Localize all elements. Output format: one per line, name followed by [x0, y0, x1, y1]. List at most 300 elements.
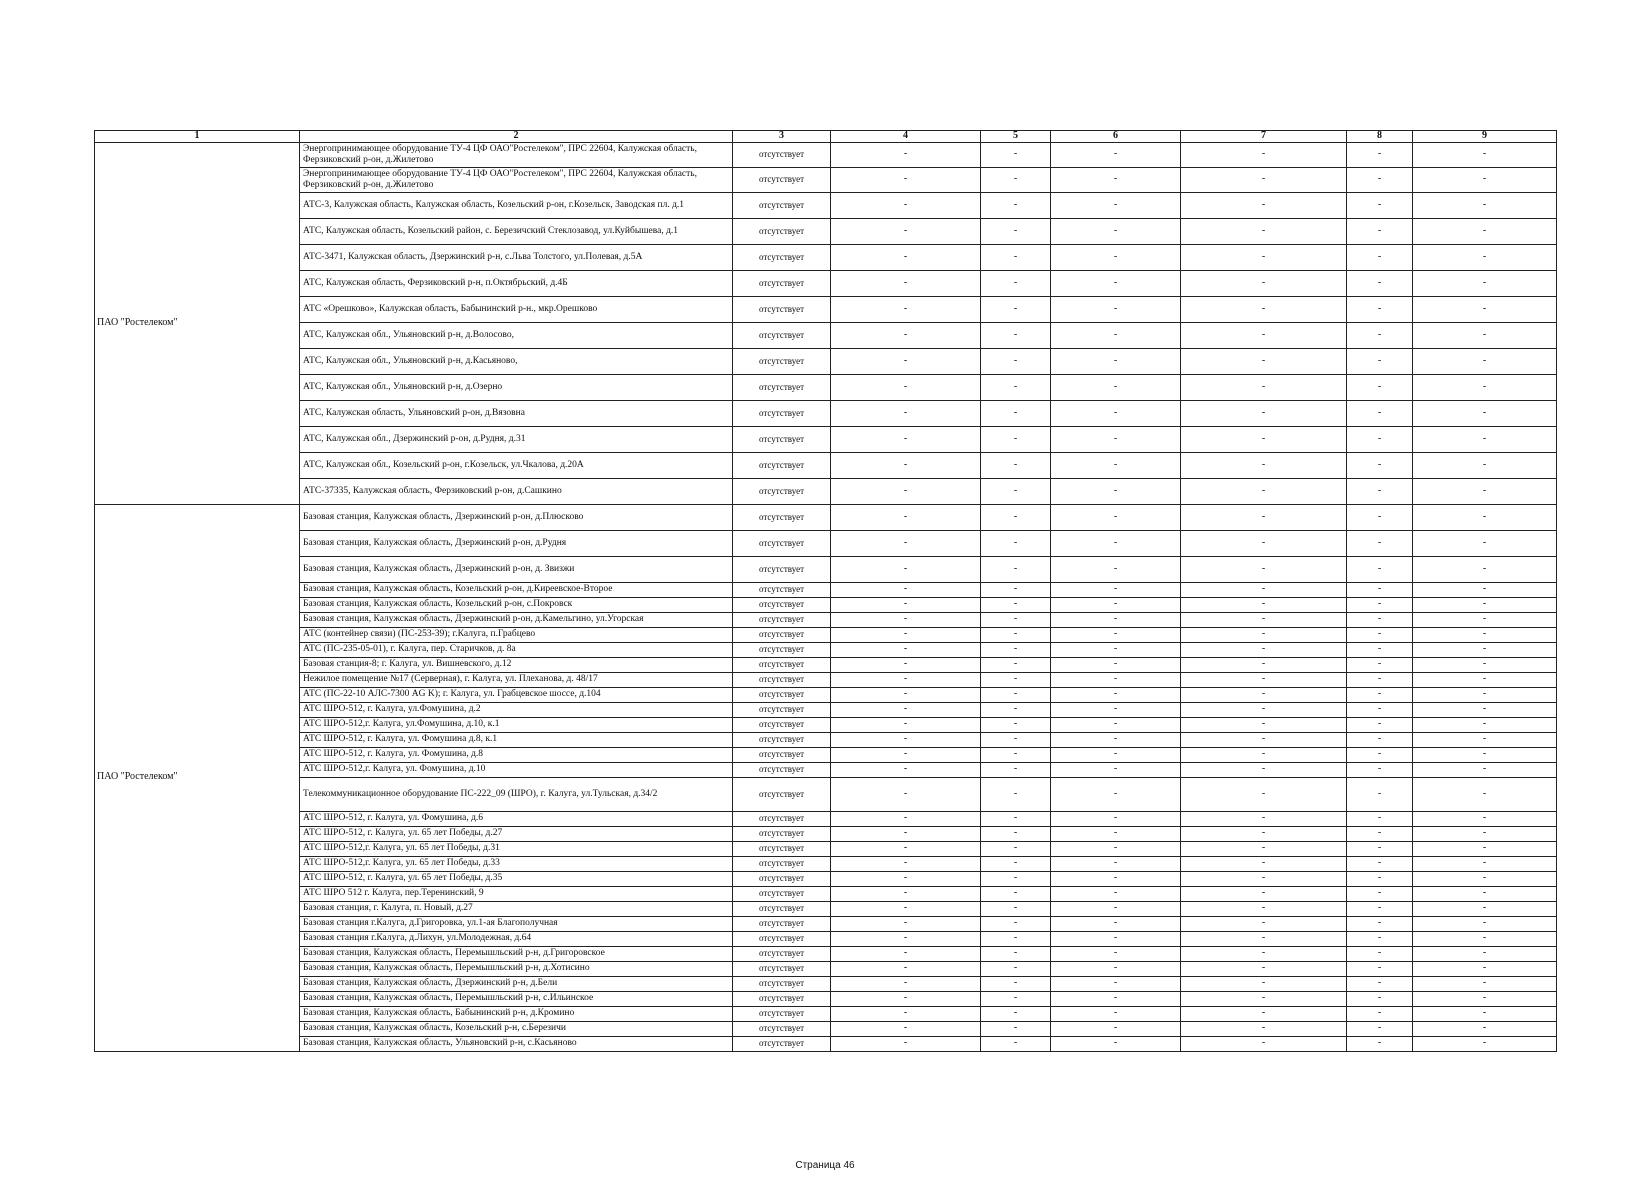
empty-value-cell: -: [1181, 426, 1347, 452]
equipment-table: [94, 130, 1557, 1052]
empty-value-cell: -: [1051, 582, 1181, 597]
empty-value-cell: -: [1051, 916, 1181, 931]
object-name-cell: Базовая станция г.Калуга, д.Лихун, ул.Молодежная, д.64: [300, 931, 733, 946]
empty-value-cell: -: [1413, 901, 1557, 916]
empty-value-cell: -: [1051, 642, 1181, 657]
empty-value-cell: -: [1413, 991, 1557, 1006]
table-row: [95, 777, 1557, 811]
empty-value-cell: -: [981, 841, 1051, 856]
empty-value-cell: -: [1181, 400, 1347, 426]
status-cell: отсутствует: [733, 1021, 831, 1036]
empty-value-cell: -: [831, 901, 981, 916]
empty-value-cell: -: [831, 612, 981, 627]
object-name-cell: АТС ШРО-512, г. Калуга, ул. 65 лет Победы, д.35: [300, 871, 733, 886]
empty-value-cell: -: [1181, 582, 1347, 597]
empty-value-cell: -: [1181, 504, 1347, 530]
empty-value-cell: -: [1413, 931, 1557, 946]
empty-value-cell: -: [1413, 374, 1557, 400]
empty-value-cell: -: [1347, 687, 1413, 702]
empty-value-cell: -: [831, 556, 981, 582]
empty-value-cell: -: [1051, 452, 1181, 478]
status-cell: отсутствует: [733, 504, 831, 530]
object-name-cell: Телекоммуникационное оборудование ПС-222_09 (ШРО), г. Калуга, ул.Тульская, д.34/2: [300, 777, 733, 811]
empty-value-cell: -: [1347, 1006, 1413, 1021]
empty-value-cell: -: [1051, 167, 1181, 192]
empty-value-cell: -: [1413, 452, 1557, 478]
table-row: [95, 582, 1557, 597]
status-cell: отсутствует: [733, 702, 831, 717]
empty-value-cell: -: [831, 478, 981, 504]
empty-value-cell: -: [1181, 901, 1347, 916]
empty-value-cell: -: [1181, 687, 1347, 702]
object-name-cell: АТС, Калужская область, Ульяновский р-он, д.Вязовна: [300, 400, 733, 426]
status-cell: отсутствует: [733, 270, 831, 296]
status-cell: отсутствует: [733, 374, 831, 400]
empty-value-cell: -: [1347, 374, 1413, 400]
status-cell: отсутствует: [733, 762, 831, 777]
empty-value-cell: -: [1181, 1021, 1347, 1036]
empty-value-cell: -: [1413, 702, 1557, 717]
empty-value-cell: -: [981, 777, 1051, 811]
table-row: [95, 270, 1557, 296]
empty-value-cell: -: [981, 762, 1051, 777]
empty-value-cell: -: [1347, 597, 1413, 612]
empty-value-cell: -: [1181, 961, 1347, 976]
object-name-cell: Базовая станция, Калужская область, Ульяновский р-н, с.Касьяново: [300, 1036, 733, 1051]
empty-value-cell: -: [831, 426, 981, 452]
empty-value-cell: -: [1051, 841, 1181, 856]
empty-value-cell: -: [981, 426, 1051, 452]
empty-value-cell: -: [1347, 762, 1413, 777]
table-row: [95, 218, 1557, 244]
empty-value-cell: -: [1347, 961, 1413, 976]
empty-value-cell: -: [981, 886, 1051, 901]
table-row: [95, 296, 1557, 322]
status-cell: отсутствует: [733, 218, 831, 244]
empty-value-cell: -: [831, 717, 981, 732]
empty-value-cell: -: [831, 530, 981, 556]
empty-value-cell: -: [981, 374, 1051, 400]
empty-value-cell: -: [1181, 747, 1347, 762]
empty-value-cell: -: [1413, 478, 1557, 504]
empty-value-cell: -: [1413, 504, 1557, 530]
empty-value-cell: -: [1413, 717, 1557, 732]
empty-value-cell: -: [831, 976, 981, 991]
table-body: [95, 131, 1557, 1052]
object-name-cell: АТС, Калужская обл., Дзержинский р-он, д.Рудня, д.31: [300, 426, 733, 452]
empty-value-cell: -: [1413, 426, 1557, 452]
empty-value-cell: -: [1181, 374, 1347, 400]
object-name-cell: АТС ШРО-512, г. Калуга, ул. Фомушина, д.8: [300, 747, 733, 762]
status-cell: отсутствует: [733, 871, 831, 886]
empty-value-cell: -: [1413, 270, 1557, 296]
table-row: [95, 702, 1557, 717]
empty-value-cell: -: [981, 901, 1051, 916]
empty-value-cell: -: [1413, 777, 1557, 811]
empty-value-cell: -: [831, 582, 981, 597]
empty-value-cell: -: [1051, 612, 1181, 627]
object-name-cell: Базовая станция, Калужская область, Дзержинский р-он, д. Звизжи: [300, 556, 733, 582]
table-row: [95, 762, 1557, 777]
empty-value-cell: -: [1347, 452, 1413, 478]
table-row: [95, 747, 1557, 762]
empty-value-cell: -: [1413, 1036, 1557, 1051]
empty-value-cell: -: [1347, 530, 1413, 556]
table-row: [95, 871, 1557, 886]
table-row: [95, 426, 1557, 452]
object-name-cell: Базовая станция, г. Калуга, п. Новый, д.27: [300, 901, 733, 916]
table-row: [95, 811, 1557, 826]
column-number: 9: [1413, 131, 1557, 143]
empty-value-cell: -: [1051, 672, 1181, 687]
table-row: [95, 687, 1557, 702]
table-row: [95, 1006, 1557, 1021]
empty-value-cell: -: [1347, 702, 1413, 717]
object-name-cell: АТС ШРО-512,г. Калуга, ул. 65 лет Победы, д.33: [300, 856, 733, 871]
empty-value-cell: -: [1051, 597, 1181, 612]
object-name-cell: АТС (ПС-22-10 АЛС-7300 AG K); г. Калуга, ул. Грабцевское шоссе, д.104: [300, 687, 733, 702]
empty-value-cell: -: [1181, 642, 1347, 657]
empty-value-cell: -: [981, 400, 1051, 426]
empty-value-cell: -: [1347, 841, 1413, 856]
table-row: [95, 452, 1557, 478]
status-cell: отсутствует: [733, 886, 831, 901]
empty-value-cell: -: [981, 717, 1051, 732]
empty-value-cell: -: [831, 732, 981, 747]
empty-value-cell: -: [1413, 961, 1557, 976]
empty-value-cell: -: [1051, 762, 1181, 777]
status-cell: отсутствует: [733, 991, 831, 1006]
column-number: 8: [1347, 131, 1413, 143]
empty-value-cell: -: [1051, 856, 1181, 871]
empty-value-cell: -: [831, 400, 981, 426]
empty-value-cell: -: [1413, 841, 1557, 856]
empty-value-cell: -: [1413, 687, 1557, 702]
empty-value-cell: -: [981, 871, 1051, 886]
organization-cell: ПАО "Ростелеком": [95, 142, 300, 504]
empty-value-cell: -: [981, 244, 1051, 270]
table-row: [95, 826, 1557, 841]
empty-value-cell: -: [831, 142, 981, 167]
empty-value-cell: -: [1413, 657, 1557, 672]
object-name-cell: Базовая станция, Калужская область, Перемышльский р-н, д.Хотисино: [300, 961, 733, 976]
status-cell: отсутствует: [733, 556, 831, 582]
empty-value-cell: -: [1347, 672, 1413, 687]
empty-value-cell: -: [1413, 556, 1557, 582]
status-cell: отсутствует: [733, 976, 831, 991]
empty-value-cell: -: [981, 931, 1051, 946]
empty-value-cell: -: [981, 702, 1051, 717]
empty-value-cell: -: [1051, 871, 1181, 886]
status-cell: отсутствует: [733, 901, 831, 916]
empty-value-cell: -: [1181, 991, 1347, 1006]
empty-value-cell: -: [981, 452, 1051, 478]
empty-value-cell: -: [1347, 901, 1413, 916]
empty-value-cell: -: [1347, 582, 1413, 597]
empty-value-cell: -: [831, 672, 981, 687]
empty-value-cell: -: [981, 612, 1051, 627]
status-cell: отсутствует: [733, 426, 831, 452]
empty-value-cell: -: [1181, 732, 1347, 747]
empty-value-cell: -: [1051, 504, 1181, 530]
empty-value-cell: -: [981, 687, 1051, 702]
empty-value-cell: -: [831, 218, 981, 244]
empty-value-cell: -: [1051, 426, 1181, 452]
table-row: [95, 478, 1557, 504]
table-row: [95, 374, 1557, 400]
status-cell: отсутствует: [733, 931, 831, 946]
empty-value-cell: -: [1347, 167, 1413, 192]
status-cell: отсутствует: [733, 530, 831, 556]
object-name-cell: Базовая станция, Калужская область, Бабынинский р-н, д.Кромино: [300, 1006, 733, 1021]
empty-value-cell: -: [1347, 642, 1413, 657]
object-name-cell: Базовая станция, Калужская область, Перемышльский р-н, с.Ильинское: [300, 991, 733, 1006]
status-cell: отсутствует: [733, 811, 831, 826]
object-name-cell: Базовая станция-8; г. Калуга, ул. Вишневского, д.12: [300, 657, 733, 672]
empty-value-cell: -: [1347, 244, 1413, 270]
empty-value-cell: -: [1347, 747, 1413, 762]
object-name-cell: Базовая станция, Калужская область, Козельский р-н, с.Березичи: [300, 1021, 733, 1036]
empty-value-cell: -: [1347, 732, 1413, 747]
empty-value-cell: -: [1051, 961, 1181, 976]
empty-value-cell: -: [1413, 976, 1557, 991]
empty-value-cell: -: [1347, 976, 1413, 991]
column-number: 4: [831, 131, 981, 143]
status-cell: отсутствует: [733, 961, 831, 976]
status-cell: отсутствует: [733, 777, 831, 811]
table-row: [95, 142, 1557, 167]
empty-value-cell: -: [1413, 856, 1557, 871]
empty-value-cell: -: [1181, 717, 1347, 732]
empty-value-cell: -: [1051, 400, 1181, 426]
empty-value-cell: -: [1413, 322, 1557, 348]
empty-value-cell: -: [831, 811, 981, 826]
empty-value-cell: -: [1181, 192, 1347, 218]
empty-value-cell: -: [831, 826, 981, 841]
status-cell: отсутствует: [733, 841, 831, 856]
empty-value-cell: -: [831, 886, 981, 901]
status-cell: отсутствует: [733, 747, 831, 762]
status-cell: отсутствует: [733, 597, 831, 612]
empty-value-cell: -: [1181, 931, 1347, 946]
status-cell: отсутствует: [733, 612, 831, 627]
empty-value-cell: -: [981, 478, 1051, 504]
empty-value-cell: -: [1181, 452, 1347, 478]
empty-value-cell: -: [1181, 1006, 1347, 1021]
object-name-cell: АТС (контейнер связи) (ПС-253-39); г.Калуга, п.Грабцево: [300, 627, 733, 642]
column-number: 2: [300, 131, 733, 143]
empty-value-cell: -: [831, 931, 981, 946]
object-name-cell: Энергопринимающее оборудование ТУ-4 ЦФ ОАО"Ростелеком", ПРС 22604, Калужская область, Ферзиковский р-он, д.Жилетово: [300, 142, 733, 167]
empty-value-cell: -: [981, 530, 1051, 556]
empty-value-cell: -: [1051, 270, 1181, 296]
empty-value-cell: -: [831, 1021, 981, 1036]
table-row: [95, 612, 1557, 627]
table-row: [95, 732, 1557, 747]
empty-value-cell: -: [1051, 478, 1181, 504]
table-row: [95, 400, 1557, 426]
column-number: 1: [95, 131, 300, 143]
empty-value-cell: -: [831, 871, 981, 886]
empty-value-cell: -: [981, 976, 1051, 991]
column-number-row: [95, 131, 1557, 143]
empty-value-cell: -: [981, 1036, 1051, 1051]
table-row: [95, 244, 1557, 270]
object-name-cell: АТС-3471, Калужская область, Дзержинский р-н, с.Льва Толстого, ул.Полевая, д.5А: [300, 244, 733, 270]
empty-value-cell: -: [1413, 762, 1557, 777]
table-row: [95, 856, 1557, 871]
organization-cell: ПАО "Ростелеком": [95, 504, 300, 1051]
empty-value-cell: -: [981, 1021, 1051, 1036]
empty-value-cell: -: [1347, 426, 1413, 452]
empty-value-cell: -: [1051, 556, 1181, 582]
empty-value-cell: -: [1347, 270, 1413, 296]
empty-value-cell: -: [1347, 348, 1413, 374]
empty-value-cell: -: [1347, 218, 1413, 244]
empty-value-cell: -: [831, 1036, 981, 1051]
object-name-cell: Базовая станция г.Калуга, д.Григоровка, ул.1-ая Благополучная: [300, 916, 733, 931]
empty-value-cell: -: [1347, 556, 1413, 582]
empty-value-cell: -: [981, 556, 1051, 582]
empty-value-cell: -: [1347, 504, 1413, 530]
column-number: 3: [733, 131, 831, 143]
empty-value-cell: -: [1347, 296, 1413, 322]
table-row: [95, 322, 1557, 348]
empty-value-cell: -: [1051, 946, 1181, 961]
empty-value-cell: -: [1051, 777, 1181, 811]
empty-value-cell: -: [1413, 946, 1557, 961]
empty-value-cell: -: [1413, 582, 1557, 597]
empty-value-cell: -: [1347, 811, 1413, 826]
object-name-cell: АТС-37335, Калужская область, Ферзиковский р-он, д.Сашкино: [300, 478, 733, 504]
object-name-cell: Базовая станция, Калужская область, Козельский р-он, д.Киреевское-Второе: [300, 582, 733, 597]
empty-value-cell: -: [1181, 322, 1347, 348]
table-row: [95, 672, 1557, 687]
empty-value-cell: -: [831, 961, 981, 976]
empty-value-cell: -: [1051, 886, 1181, 901]
table-row: [95, 961, 1557, 976]
object-name-cell: Базовая станция, Калужская область, Дзержинский р-он, д.Плюсково: [300, 504, 733, 530]
object-name-cell: АТС ШРО-512, г. Калуга, ул. 65 лет Победы, д.27: [300, 826, 733, 841]
empty-value-cell: -: [1051, 192, 1181, 218]
empty-value-cell: -: [1181, 811, 1347, 826]
status-cell: отсутствует: [733, 672, 831, 687]
empty-value-cell: -: [981, 348, 1051, 374]
table-row: [95, 886, 1557, 901]
empty-value-cell: -: [1181, 597, 1347, 612]
empty-value-cell: -: [1413, 142, 1557, 167]
empty-value-cell: -: [1347, 856, 1413, 871]
table-row: [95, 657, 1557, 672]
empty-value-cell: -: [1051, 530, 1181, 556]
empty-value-cell: -: [1347, 777, 1413, 811]
status-cell: отсутствует: [733, 244, 831, 270]
empty-value-cell: -: [1413, 811, 1557, 826]
object-name-cell: АТС ШРО-512, г. Калуга, ул. Фомушина, д.6: [300, 811, 733, 826]
table-row: [95, 1036, 1557, 1051]
status-cell: отсутствует: [733, 642, 831, 657]
object-name-cell: Базовая станция, Калужская область, Козельский р-он, с.Покровск: [300, 597, 733, 612]
empty-value-cell: -: [1347, 916, 1413, 931]
empty-value-cell: -: [981, 657, 1051, 672]
empty-value-cell: -: [1051, 732, 1181, 747]
empty-value-cell: -: [981, 642, 1051, 657]
table-row: [95, 841, 1557, 856]
empty-value-cell: -: [831, 657, 981, 672]
empty-value-cell: -: [1347, 612, 1413, 627]
empty-value-cell: -: [1181, 167, 1347, 192]
empty-value-cell: -: [1051, 296, 1181, 322]
status-cell: отсутствует: [733, 452, 831, 478]
table-row: [95, 916, 1557, 931]
status-cell: отсутствует: [733, 1036, 831, 1051]
table-row: [95, 642, 1557, 657]
table-row: [95, 976, 1557, 991]
empty-value-cell: -: [1347, 627, 1413, 642]
empty-value-cell: -: [1051, 1021, 1181, 1036]
status-cell: отсутствует: [733, 192, 831, 218]
empty-value-cell: -: [981, 504, 1051, 530]
status-cell: отсутствует: [733, 916, 831, 931]
empty-value-cell: -: [1413, 167, 1557, 192]
empty-value-cell: -: [831, 777, 981, 811]
empty-value-cell: -: [981, 296, 1051, 322]
empty-value-cell: -: [1413, 612, 1557, 627]
column-number: 6: [1051, 131, 1181, 143]
empty-value-cell: -: [1181, 916, 1347, 931]
empty-value-cell: -: [1181, 762, 1347, 777]
table-row: [95, 946, 1557, 961]
empty-value-cell: -: [1181, 627, 1347, 642]
table-row: [95, 901, 1557, 916]
empty-value-cell: -: [1181, 777, 1347, 811]
empty-value-cell: -: [1347, 1021, 1413, 1036]
empty-value-cell: -: [1347, 400, 1413, 426]
object-name-cell: АТС-3, Калужская область, Калужская область, Козельский р-он, г.Козельск, Заводская пл. д.1: [300, 192, 733, 218]
empty-value-cell: -: [1347, 192, 1413, 218]
empty-value-cell: -: [1051, 747, 1181, 762]
empty-value-cell: -: [831, 452, 981, 478]
empty-value-cell: -: [1051, 322, 1181, 348]
empty-value-cell: -: [831, 946, 981, 961]
empty-value-cell: -: [1181, 657, 1347, 672]
empty-value-cell: -: [831, 642, 981, 657]
empty-value-cell: -: [1051, 348, 1181, 374]
empty-value-cell: -: [1413, 871, 1557, 886]
empty-value-cell: -: [1051, 901, 1181, 916]
empty-value-cell: -: [1051, 717, 1181, 732]
empty-value-cell: -: [1181, 886, 1347, 901]
object-name-cell: АТС ШРО-512,г. Калуга, ул.Фомушина, д.10, к.1: [300, 717, 733, 732]
empty-value-cell: -: [831, 322, 981, 348]
empty-value-cell: -: [1413, 296, 1557, 322]
empty-value-cell: -: [1181, 270, 1347, 296]
object-name-cell: АТС, Калужская обл., Козельский р-он, г.Козельск, ул.Чкалова, д.20А: [300, 452, 733, 478]
table-row: [95, 717, 1557, 732]
empty-value-cell: -: [981, 218, 1051, 244]
object-name-cell: АТС ШРО-512, г. Калуга, ул.Фомушина, д.2: [300, 702, 733, 717]
empty-value-cell: -: [831, 192, 981, 218]
empty-value-cell: -: [981, 582, 1051, 597]
empty-value-cell: -: [1051, 1036, 1181, 1051]
empty-value-cell: -: [1347, 657, 1413, 672]
status-cell: отсутствует: [733, 142, 831, 167]
empty-value-cell: -: [1051, 702, 1181, 717]
empty-value-cell: -: [1347, 946, 1413, 961]
table-row: [95, 627, 1557, 642]
status-cell: отсутствует: [733, 687, 831, 702]
empty-value-cell: -: [1347, 931, 1413, 946]
